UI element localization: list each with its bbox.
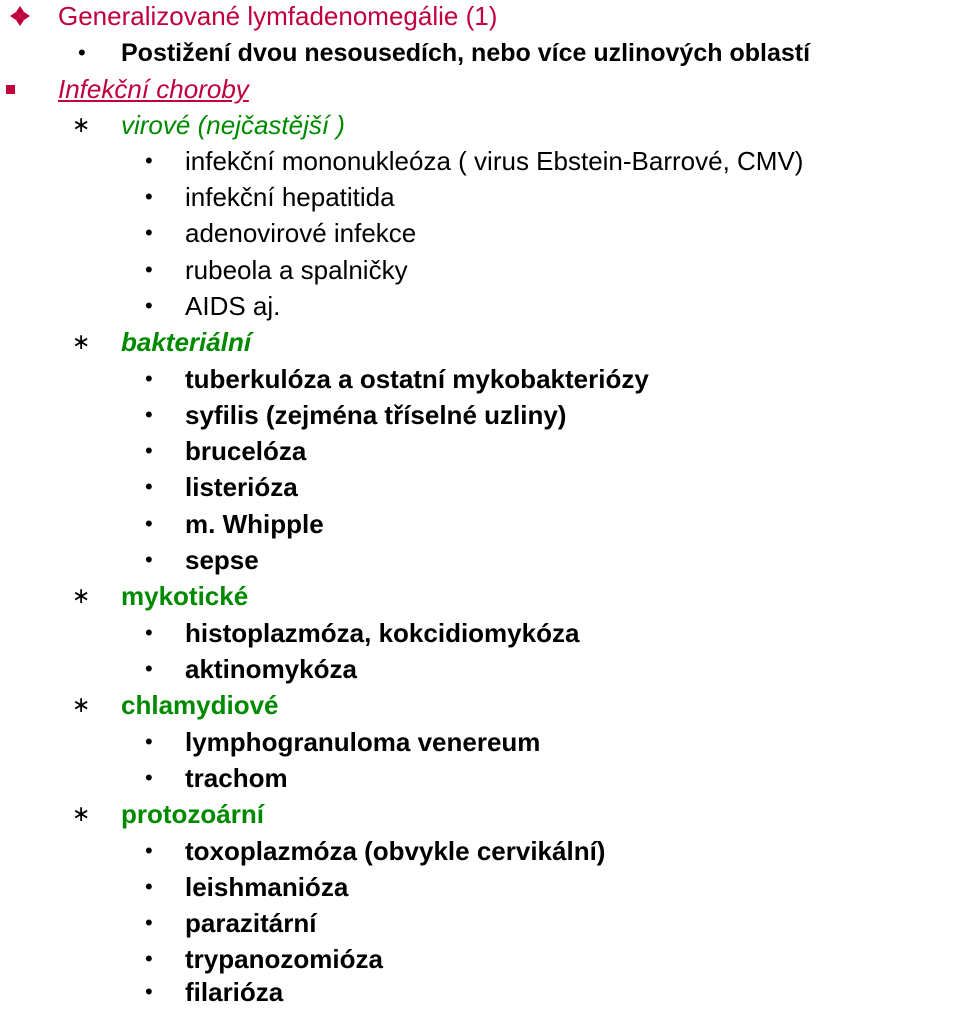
asterisk-bullet-icon: ∗	[72, 801, 91, 826]
category-mycotic-label: mykotické	[121, 581, 249, 611]
bullet-dot-icon: •	[78, 40, 86, 65]
list-item-text: sepse	[185, 545, 259, 575]
category-bacterial-label: bakteriální	[121, 327, 252, 357]
bullet-dot-icon: •	[145, 729, 153, 754]
bullet-dot-icon: •	[145, 874, 153, 899]
bullet-dot-icon: •	[145, 946, 153, 971]
diamond-bullet-icon	[6, 0, 38, 34]
bullet-dot-icon: •	[145, 438, 153, 463]
subtitle: Postižení dvou nesousedích, nebo více uzlinových oblastí	[121, 39, 811, 67]
list-item-text: brucelóza	[185, 436, 307, 466]
list-item-text: trypanozomióza	[185, 944, 383, 974]
bullet-dot-icon: •	[145, 402, 153, 427]
asterisk-bullet-icon: ∗	[72, 583, 91, 608]
bullet-dot-icon: •	[145, 148, 153, 173]
category-chlamydial-label: chlamydiové	[121, 690, 279, 720]
category-protozoal-label: protozoární	[121, 799, 264, 829]
asterisk-bullet-icon: ∗	[72, 329, 91, 354]
list-item-text: filarióza	[185, 977, 284, 1007]
bullet-dot-icon: •	[145, 184, 153, 209]
list-item-text: aktinomykóza	[185, 654, 357, 684]
list-item-text: lymphogranuloma venereum	[185, 727, 541, 757]
bullet-dot-icon: •	[145, 474, 153, 499]
bullet-dot-icon: •	[145, 257, 153, 282]
bullet-dot-icon: •	[145, 838, 153, 863]
bullet-dot-icon: •	[145, 910, 153, 935]
list-item-text: rubeola a spalničky	[185, 255, 408, 285]
list-item-text: toxoplazmóza (obvykle cervikální)	[185, 836, 606, 866]
list-item-text: infekční hepatitida	[185, 182, 395, 212]
bullet-dot-icon: •	[145, 366, 153, 391]
asterisk-bullet-icon: ∗	[72, 112, 91, 137]
list-item-text: parazitární	[185, 908, 317, 938]
category-viral-label: virové	[121, 110, 191, 140]
list-item-text: listerióza	[185, 472, 298, 502]
square-bullet-icon	[6, 71, 15, 107]
list-item-text: adenovirové infekce	[185, 218, 417, 248]
list-item-text: infekční mononukleóza ( virus Ebstein-Barrové, CMV)	[185, 146, 804, 176]
list-item-text: histoplazmóza, kokcidiomykóza	[185, 618, 580, 648]
list-item-text: trachom	[185, 763, 288, 793]
bullet-dot-icon: •	[145, 656, 153, 681]
bullet-dot-icon: •	[145, 293, 153, 318]
list-item-text: leishmanióza	[185, 872, 349, 902]
list-item-text: syfilis (zejména tříselné uzliny)	[185, 400, 567, 430]
list-item-text: tuberkulóza a ostatní mykobakteriózy	[185, 364, 649, 394]
list-item-text: m. Whipple	[185, 509, 324, 539]
section-heading: Infekční choroby	[58, 74, 249, 104]
category-viral-note: (nejčastější )	[190, 110, 345, 140]
list-item-text: AIDS aj.	[185, 291, 281, 321]
bullet-dot-icon: •	[145, 547, 153, 572]
bullet-dot-icon: •	[145, 765, 153, 790]
bullet-dot-icon: •	[145, 220, 153, 245]
bullet-dot-icon: •	[145, 511, 153, 536]
bullet-dot-icon: •	[145, 620, 153, 645]
asterisk-bullet-icon: ∗	[72, 692, 91, 717]
page-title: Generalizované lymfadenomegálie (1)	[58, 1, 498, 31]
bullet-dot-icon: •	[145, 979, 153, 1004]
